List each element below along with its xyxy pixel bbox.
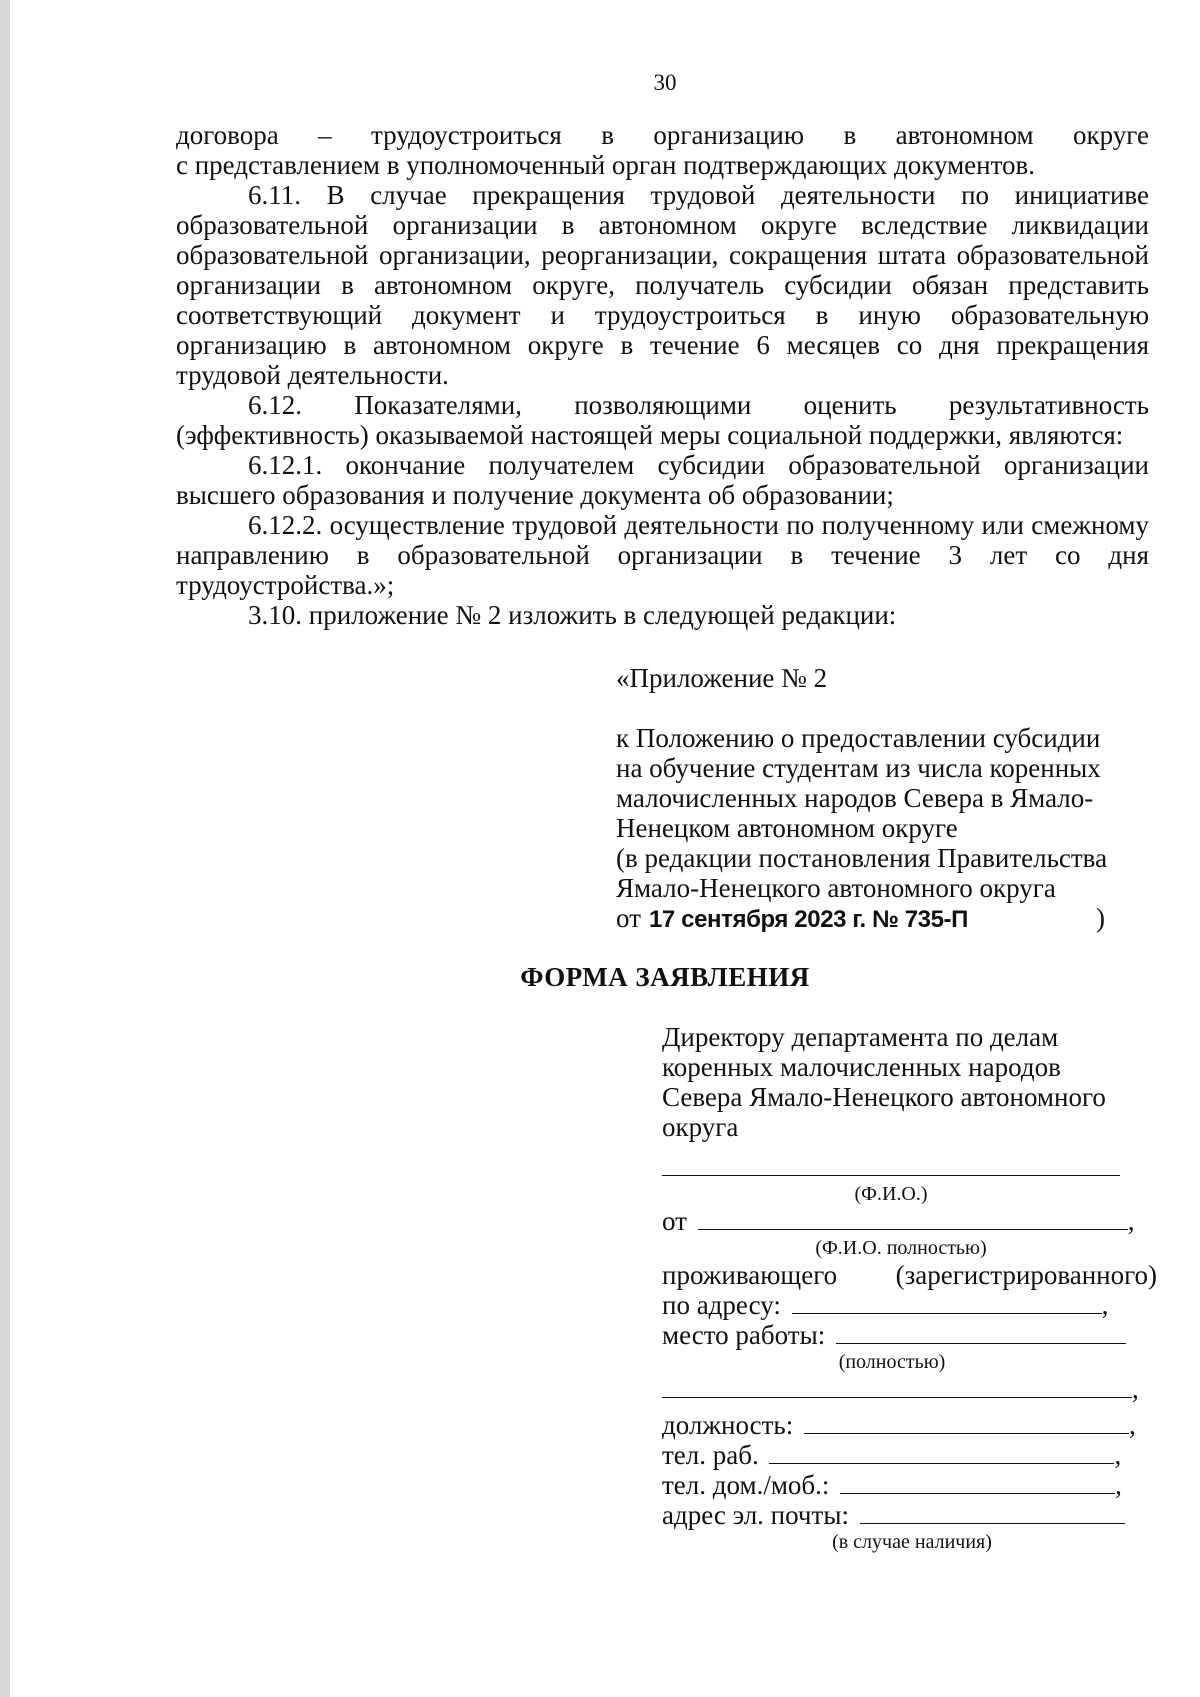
workplace-blank[interactable] (836, 1321, 1126, 1344)
position-label: должность: (662, 1410, 794, 1440)
workplace-continued-blank[interactable] (662, 1375, 1132, 1398)
annex-lines (616, 723, 1156, 903)
addressee-block (662, 1022, 1162, 1142)
paragraph: 6.11. В случае прекращения трудовой деятельности по инициативе образовательной организации в автономном округе вследствие ликвидации образовательной организации, реорганизации, сокращения штата образовательной организации в автономном округе, получатель субсидии обязан представить соответствующий документ и трудоустроиться в иную образовательную организацию в автономном округе в течение 6 месяцев со дня прекращения трудовой деятельности. (176, 180, 1149, 390)
address-row (662, 1290, 1162, 1320)
home-phone-label: тел. дом./моб.: (662, 1470, 830, 1500)
paragraph: 3.10. приложение № 2 изложить в следующей редакции: (248, 600, 897, 630)
email-label: адрес эл. почты: (662, 1500, 849, 1530)
paragraph: договора – трудоустроиться в организацию в автономном округе (176, 120, 1149, 150)
application-form (662, 1152, 1162, 1554)
page-edge (0, 0, 10, 1697)
address-label: по адресу: (662, 1290, 781, 1320)
from-comma: , (1127, 1206, 1135, 1236)
position-blank[interactable] (804, 1411, 1129, 1434)
fio-blank[interactable] (662, 1153, 1120, 1176)
work-phone-row (662, 1440, 1162, 1470)
position-comma: , (1128, 1410, 1136, 1440)
work-phone-label: тел. раб. (662, 1440, 759, 1470)
annex-line: малочисленных народов Севера в Ямало- (616, 783, 1094, 813)
page-number: 30 (653, 70, 677, 95)
addressee-line: Севера Ямало-Ненецкого автономного (662, 1082, 1106, 1112)
annex-date-value: 17 сентября 2023 г. № 735-П (648, 906, 969, 933)
annex-line: (в редакции постановления Правительства (616, 843, 1108, 873)
address-blank[interactable] (792, 1291, 1102, 1314)
full-fio-caption: (Ф.И.О. полностью) (815, 1237, 987, 1259)
annex-date-close: ) (1096, 903, 1105, 933)
residing-row (662, 1260, 1157, 1290)
annex-title: «Приложение № 2 (616, 663, 828, 693)
workplace-continued-row (662, 1374, 1162, 1404)
paragraph: 6.12. Показателями, позволяющими оценить результативность (эффективность) оказываемой настоящей меры социальной поддержки, являются: (176, 390, 1149, 450)
annex-header (616, 663, 1156, 935)
residing-label: проживающего (662, 1260, 838, 1290)
work-phone-blank[interactable] (769, 1441, 1114, 1464)
annex-line: Ямало-Ненецкого автономного округа (616, 873, 1056, 903)
fio-line-row (662, 1152, 1162, 1182)
position-row (662, 1410, 1162, 1440)
workplace-label: место работы: (662, 1320, 826, 1350)
paragraph: 6.12.1. окончание получателем субсидии образовательной организации высшего образования и получение документа об образовании; (176, 450, 1149, 510)
home-phone-comma: , (1115, 1470, 1122, 1500)
email-row (662, 1500, 1162, 1530)
annex-date-row (616, 903, 1156, 935)
address-comma: , (1101, 1290, 1109, 1320)
from-blank[interactable] (698, 1207, 1128, 1230)
work-phone-comma: , (1114, 1440, 1122, 1470)
paragraph: с представлением в уполномоченный орган подтверждающих документов. (176, 150, 1036, 180)
annex-line: к Положению о предоставлении субсидии (616, 723, 1101, 753)
addressee-line: Директору департамента по делам (662, 1022, 1059, 1052)
paragraph: 6.12.2. осуществление трудовой деятельности по полученному или смежному направлению в образовательной организации в течение 3 лет со дня трудоустройства.»; (176, 510, 1149, 600)
email-blank[interactable] (860, 1501, 1125, 1524)
registered-label: (зарегистрированного) (895, 1260, 1157, 1290)
workplace-caption: (полностью) (838, 1351, 946, 1373)
annex-date-prefix: от (616, 903, 641, 933)
workplace-continued-comma: , (1132, 1374, 1139, 1404)
from-row (662, 1206, 1162, 1236)
home-phone-blank[interactable] (840, 1471, 1115, 1494)
addressee-line: округа (662, 1112, 739, 1142)
annex-line: на обучение студентам из числа коренных (616, 753, 1101, 783)
annex-line: Ненецком автономном округе (616, 813, 958, 843)
home-phone-row (662, 1470, 1162, 1500)
fio-caption: (Ф.И.О.) (854, 1183, 928, 1205)
form-title: ФОРМА ЗАЯВЛЕНИЯ (520, 962, 810, 992)
workplace-row (662, 1320, 1162, 1350)
body-text (176, 120, 1149, 630)
addressee-line: коренных малочисленных народов (662, 1052, 1061, 1082)
email-caption: (в случае наличия) (832, 1531, 992, 1553)
from-label: от (662, 1206, 687, 1236)
